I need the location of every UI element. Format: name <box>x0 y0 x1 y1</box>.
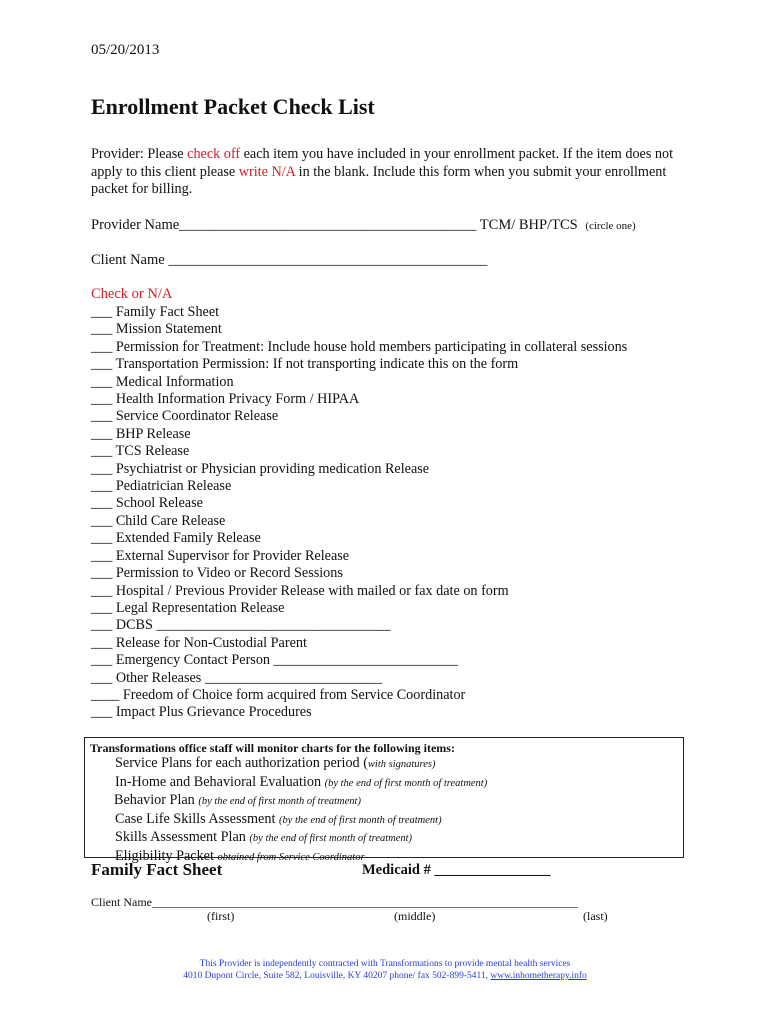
circle-one-note: (circle one) <box>585 220 636 232</box>
footer-address-text: 4010 Dupont Circle, Suite 582, Louisville, KY 40207 phone/ fax 502-899-5411, <box>183 971 491 981</box>
staff-monitor-list <box>85 755 487 867</box>
footer-address <box>0 971 770 981</box>
checklist-item[interactable]: ___ Pediatrician Release <box>91 478 232 495</box>
checklist-item[interactable]: ___ Release for Non-Custodial Parent <box>91 634 307 651</box>
instructions-text-2: each item you have included in your enrollment packet. If the item does not apply to this client please <box>91 146 674 180</box>
instructions-text-3: in the blank. Include this form when you submit your enrollment packet for billing. <box>91 163 667 197</box>
footer-provider-note: This Provider is independently contracted with Transformations to provide mental health services <box>199 959 571 969</box>
check-off-highlight: check off <box>187 146 241 162</box>
middle-name-label: (middle) <box>394 909 436 923</box>
checklist-item[interactable]: ___ Emergency Contact Person __________________________ <box>91 652 458 669</box>
checklist-item[interactable]: ____ Freedom of Choice form acquired from Service Coordinator <box>91 686 466 703</box>
checklist-item[interactable]: ___ Psychiatrist or Physician providing medication Release <box>91 460 430 477</box>
checklist-item[interactable]: ___ Transportation Permission: If not transporting indicate this on the form <box>91 356 519 373</box>
checklist-item[interactable]: ___ Other Releases _________________________ <box>91 669 383 686</box>
monitor-item-label: Service Plans for each authorization period ( <box>115 755 368 771</box>
checklist-item[interactable]: ___ TCS Release <box>91 443 190 460</box>
staff-monitor-header: Transformations office staff will monitor charts for the following items: <box>90 741 455 755</box>
checklist-item[interactable]: ___ BHP Release <box>91 425 191 442</box>
check-or-na-header: Check or N/A <box>91 286 173 302</box>
checklist-item[interactable]: ___ Hospital / Previous Provider Release with mailed or fax date on form <box>91 582 509 599</box>
monitor-item-note: (by the end of first month of treatment) <box>198 796 361 808</box>
document-date: 05/20/2013 <box>91 42 160 58</box>
checklist-item[interactable]: ___ Child Care Release <box>91 512 226 529</box>
family-client-name-field[interactable]: Client Name_______________________________________________________________________ <box>91 895 578 909</box>
checklist-item[interactable]: ___ DCBS _________________________________ <box>91 617 391 634</box>
family-fact-sheet-title: Family Fact Sheet <box>91 860 223 879</box>
client-name-field[interactable]: Client Name ____________________________________________ <box>91 252 488 268</box>
monitor-item <box>85 792 487 811</box>
checklist-item[interactable]: ___ Permission to Video or Record Sessions <box>91 565 343 582</box>
monitor-item <box>85 755 487 774</box>
monitor-item <box>85 829 487 848</box>
instructions-paragraph <box>91 146 676 199</box>
checklist-item[interactable]: ___ Medical Information <box>91 373 234 390</box>
provider-name-label: Provider Name_________________________________________ TCM/ BHP/TCS <box>91 217 578 233</box>
checklist-item[interactable]: ___ External Supervisor for Provider Release <box>91 547 350 564</box>
checklist-item[interactable]: ___ Impact Plus Grievance Procedures <box>91 704 312 721</box>
monitor-item-label: Skills Assessment Plan <box>115 829 250 846</box>
provider-name-field[interactable] <box>91 217 636 234</box>
monitor-item-label: Case Life Skills Assessment <box>115 810 279 827</box>
checklist-item[interactable]: ___ Family Fact Sheet <box>91 304 220 320</box>
monitor-item-note: (by the end of first month of treatment) <box>278 814 442 826</box>
checklist-item[interactable]: ___ Mission Statement <box>91 321 222 338</box>
monitor-item-note: with signatures) <box>367 759 436 770</box>
medicaid-number-field[interactable]: Medicaid # ________________ <box>362 862 551 878</box>
website-link[interactable]: www.inhometherapy.info <box>490 971 587 981</box>
monitor-item-note: obtained from Service Coordinator <box>217 851 365 863</box>
write-na-highlight: write N/A <box>238 163 296 180</box>
page-title: Enrollment Packet Check List <box>91 94 375 119</box>
monitor-item-label: Behavior Plan <box>114 792 199 809</box>
instructions-text-1: Provider: Please <box>91 146 188 162</box>
monitor-item-label: Eligibility Packet <box>115 847 218 864</box>
last-name-label: (last) <box>583 909 608 923</box>
first-name-label: (first) <box>207 909 235 923</box>
monitor-item-note: (by the end of first month of treatment) <box>324 777 488 789</box>
enrollment-checklist <box>91 304 627 722</box>
staff-monitor-box <box>84 737 684 864</box>
checklist-item[interactable]: ___ Health Information Privacy Form / HIPAA <box>91 391 360 408</box>
checklist-item[interactable]: ___ Service Coordinator Release <box>91 408 279 425</box>
monitor-item <box>85 774 487 793</box>
checklist-item[interactable]: ___ Legal Representation Release <box>91 599 285 616</box>
monitor-item <box>85 811 487 830</box>
checklist-item[interactable]: ___ Permission for Treatment: Include house hold members participating in collateral sessions <box>91 338 628 355</box>
monitor-item-note: (by the end of first month of treatment) <box>249 833 413 845</box>
monitor-item-label: In-Home and Behavioral Evaluation <box>115 773 325 790</box>
checklist-item[interactable]: ___ School Release <box>91 495 203 512</box>
checklist-item[interactable]: ___ Extended Family Release <box>91 530 261 547</box>
